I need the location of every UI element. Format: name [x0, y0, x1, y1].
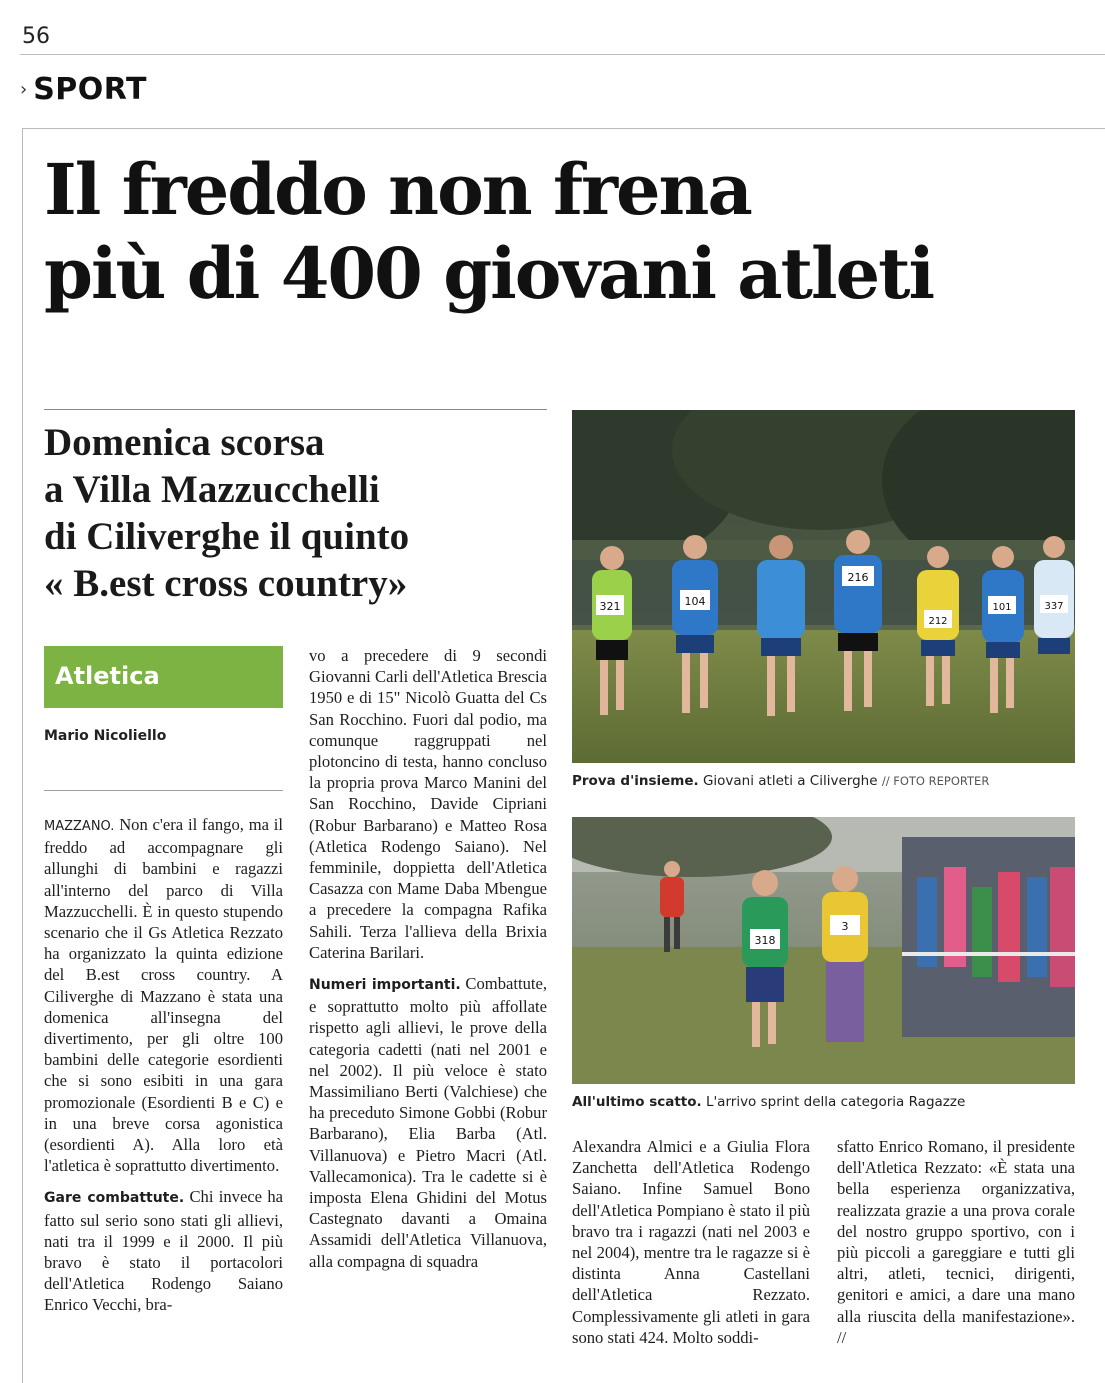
caption-text: Giovani atleti a Ciliverghe [702, 773, 878, 789]
kicker: Gare combattute. [44, 1190, 185, 1207]
headline [44, 148, 1084, 316]
paragraph [309, 645, 547, 963]
bib-number: 318 [754, 934, 776, 947]
headline-line-1: Il freddo non frena [44, 148, 751, 231]
photo-2-caption [572, 1094, 965, 1110]
paragraph-text: vo a precedere di 9 secondi Giovanni Carli dell'Atletica Brescia 1950 e di 15" Nicolò Guatta del Cs San Rocchino. Fuori dal podio, ma comunque raggruppati nel plotoncino di testa, hanno concluso la propria prova Marco Manini del San Rocchino, Davide Cipriani (Robur Barbarano) e Matteo Rosa (Atletica Rodengo Saiano). Nel femminile, doppietta dell'Atletica Casazza con Mame Daba Mbengue a precedere la compagna Rafika Sahili. Terza l'allieva della Brixia Caterina Barilari. [309, 646, 547, 962]
dateline: MAZZANO. [44, 819, 115, 834]
bib-number: 212 [928, 616, 948, 627]
paragraph-text: Combattute, e soprattutto molto più affollate rispetto agli allievi, le prove della categoria cadetti (nati nel 2001 e nel 2002). Il più veloce è stato Massimiliano Berti (Valchiese) che ha preceduto Simone Gobbi (Robur Barbarano), Elia Barba (Atl. Villanuova) e Pietro Macri (Atl. Vallecamonica). Tra le cadette si è imposta Elena Ghidini del Motus Castegnato davanti a Omaina Assamidi dell'Atletica Villanuova, alla compagna di squadra [309, 974, 547, 1271]
column-rule [44, 790, 283, 791]
text-column-2 [309, 645, 547, 1282]
paragraph [44, 1186, 283, 1315]
paragraph [309, 973, 547, 1272]
paragraph-text: Alexandra Almici e a Giulia Flora Zanchetta dell'Atletica Rodengo Saiano. Infine Samuel Bono dell'Atletica Pompiano è stato il più bravo tra i ragazzi (nati nel 2003 e nel 2004), mentre tra le ragazze si è distinta Anna Castellani dell'Atletica Rezzato. Complessivamente gli atleti in gara sono stati 424. Molto soddi- [572, 1137, 810, 1347]
kicker: Numeri importanti. [309, 977, 461, 994]
section-name: SPORT [33, 72, 148, 107]
bib-number: 216 [847, 571, 869, 584]
bib-number: 101 [992, 602, 1012, 613]
photo-runners-group-image [572, 410, 1075, 763]
caption-text: L'arrivo sprint della categoria Ragazze [705, 1094, 966, 1110]
headline-line-2: più di 400 giovani atleti [44, 232, 934, 315]
photo-sprint-finish-image [572, 817, 1075, 1084]
bib-number: 337 [1044, 601, 1064, 612]
subtitle-line-3: di Ciliverghe il quinto [44, 515, 410, 558]
page-number: 56 [22, 24, 50, 49]
text-column-4 [837, 1136, 1075, 1358]
photo-credit: // FOTO REPORTER [881, 774, 990, 788]
paragraph [572, 1136, 810, 1348]
subtitle-line-2: a Villa Mazzucchelli [44, 468, 380, 511]
caption-bold: All'ultimo scatto. [572, 1094, 702, 1110]
text-column-1 [44, 814, 283, 1326]
bib-number: 104 [684, 595, 706, 608]
paragraph-text: Non c'era il fango, ma il freddo ad accompagnare gli allunghi di bambini e ragazzi all'interno del parco di Villa Mazzucchelli. È in questo stupendo scenario che il Gs Atletica Rezzato ha organizzato la quinta edizione del B.est cross country. A Ciliverghe di Mazzano è stata una domenica all'insegna del divertimento, per gli oltre 100 bambini delle categorie esordienti che si sono esibiti in una gara promozionale (Esordienti B e C) e in una breve corsa agonistica (esordienti A). Alla loro età l'atletica è soprattutto divertimento. [44, 815, 283, 1176]
photo-runners-group [572, 410, 1075, 763]
author-byline: Mario Nicoliello [44, 728, 167, 744]
caption-bold: Prova d'insieme. [572, 773, 699, 789]
photo-1-caption [572, 773, 989, 789]
paragraph-text: sfatto Enrico Romano, il presidente dell'Atletica Rezzato: «È stata una bella esperienza organizzativa, realizzata grazie a una prova corale del nostro gruppo sportivo, con i più piccoli a gareggiare e tutti gli altri, atleti, tecnici, dirigenti, genitori e amici, a dare una mano alla riuscita della manifestazione». // [837, 1137, 1075, 1347]
bib-number: 321 [599, 600, 621, 613]
subtitle [44, 419, 544, 607]
subtitle-rule [44, 409, 547, 410]
bib-number: 3 [841, 920, 849, 933]
photo-sprint-finish [572, 817, 1075, 1084]
paragraph [837, 1136, 1075, 1348]
text-column-3 [572, 1136, 810, 1358]
section-header [20, 72, 147, 107]
chevron-right-icon: › [20, 79, 28, 100]
paragraph [44, 814, 283, 1176]
subtitle-line-4: « B.est cross country» [44, 562, 408, 605]
top-rule [20, 54, 1105, 55]
category-label: Atletica [55, 662, 160, 690]
paragraph-text: Chi invece ha fatto sul serio sono stati gli allievi, nati tra il 1999 e il 2000. Il più bravo è stato il portacolori dell'Atletica Rodengo Saiano Enrico Vecchi, bra- [44, 1187, 283, 1315]
category-tag [44, 646, 283, 708]
subtitle-line-1: Domenica scorsa [44, 421, 325, 464]
